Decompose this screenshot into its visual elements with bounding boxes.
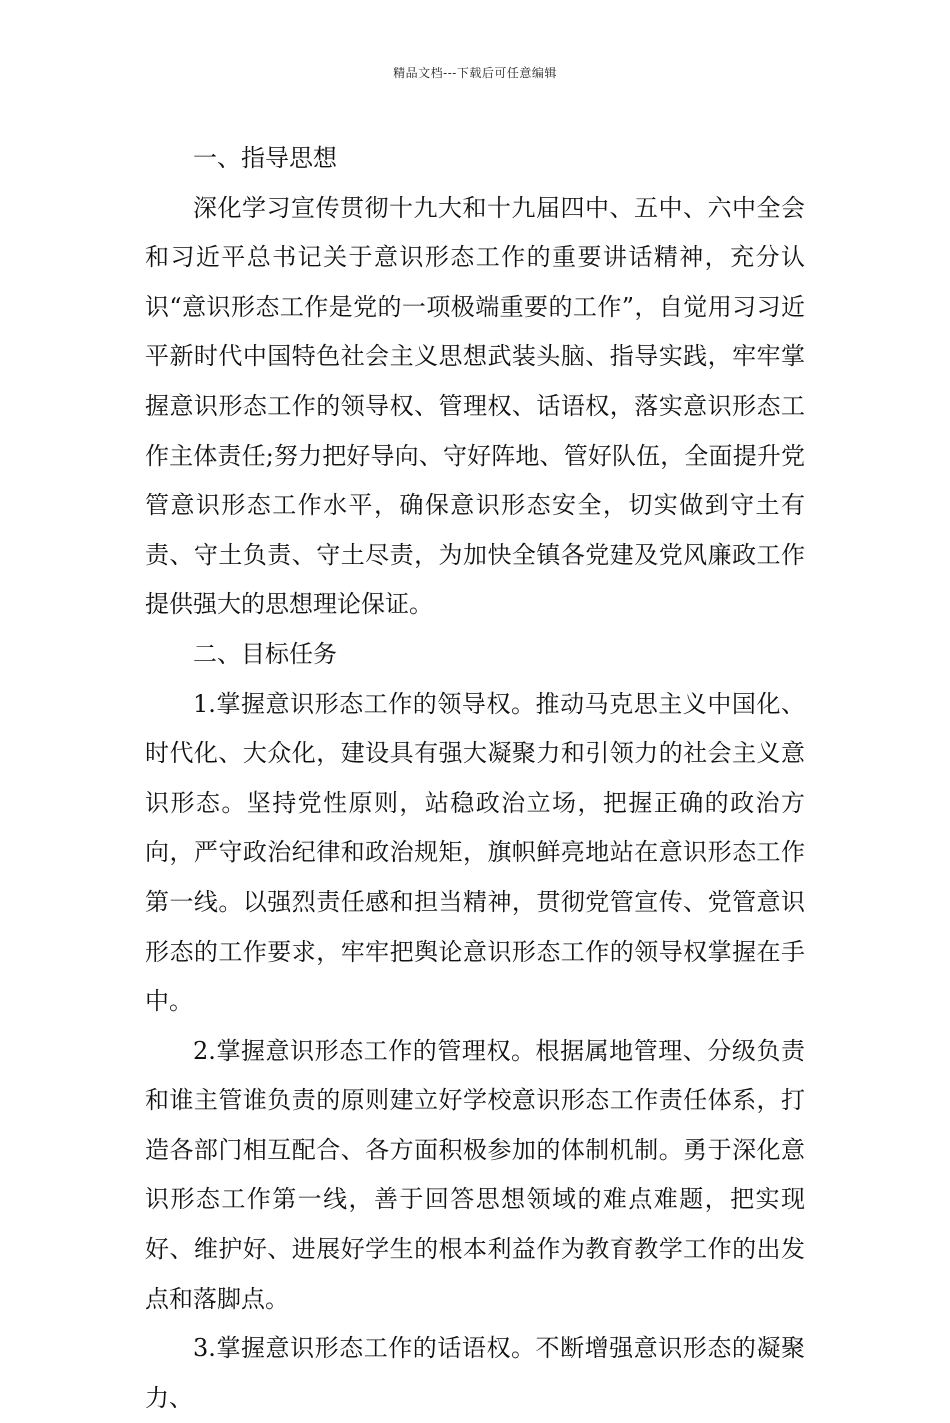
section-heading-goals-tasks: 二、目标任务 xyxy=(193,639,337,668)
page-header: 精品文档---下载后可任意编辑 xyxy=(393,66,557,80)
paragraph-item-2: 2.掌握意识形态工作的管理权。根据属地管理、分级负责和谁主管谁负责的原则建立好学校意识形态工作责任体系，打造各部门相互配合、各方面积极参加的体制机制。勇于深化意识形态工作第一线，善于回答思想领域的难点难题，把实现好、维护好、进展好学生的根本利益作为教育教学工作的出发点和落脚点。 xyxy=(145,1036,805,1313)
paragraph-guiding-ideology: 深化学习宣传贯彻十九大和十九届四中、五中、六中全会和习近平总书记关于意识形态工作的重要讲话精神，充分认识“意识形态工作是党的一项极端重要的工作”，自觉用习习近平新时代中国特色社会主义思想武装头脑、指导实践，牢牢掌握意识形态工作的领导权、管理权、话语权，落实意识形态工作主体责任;努力把好导向、守好阵地、管好队伍，全面提升党管意识形态工作水平，确保意识形态安全，切实做到守土有责、守土负责、守土尽责，为加快全镇各党建及党风廉政工作提供强大的思想理论保证。 xyxy=(145,193,805,619)
document-body xyxy=(145,134,805,1423)
section-heading-guiding-ideology: 一、指导思想 xyxy=(193,144,337,172)
paragraph-item-3: 3.掌握意识形态工作的话语权。不断增强意识形态的凝聚力、 xyxy=(145,1334,805,1412)
paragraph-item-1: 1.掌握意识形态工作的领导权。推动马克思主义中国化、时代化、大众化，建设具有强大凝聚力和引领力的社会主义意识形态。坚持党性原则，站稳政治立场，把握正确的政治方向，严守政治纪律和政治规矩，旗帜鲜亮地站在意识形态工作第一线。以强烈责任感和担当精神，贯彻党管宣传、党管意识形态的工作要求，牢牢把舆论意识形态工作的领导权掌握在手中。 xyxy=(145,689,805,1016)
